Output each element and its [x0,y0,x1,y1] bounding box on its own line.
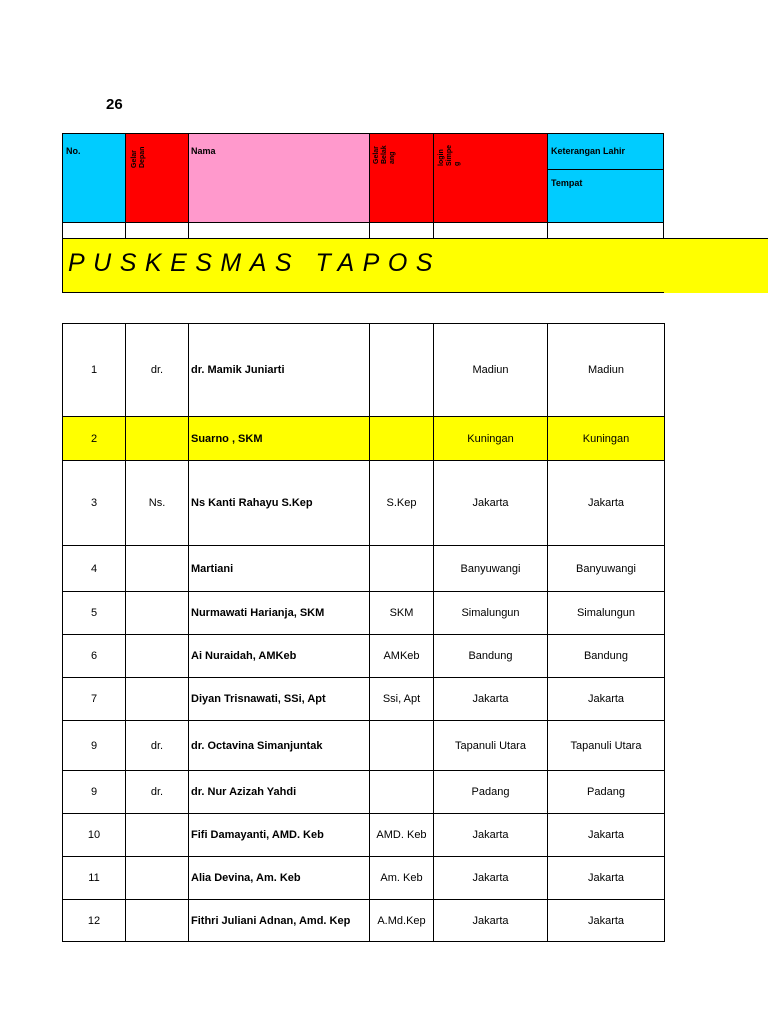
cell-gelar-belakang: AMD. Keb [370,814,434,857]
table-row [63,857,665,900]
cell-nama: Diyan Trisnawati, SSi, Apt [189,678,370,721]
cell-nama: dr. Octavina Simanjuntak [189,721,370,771]
cell-tempat: Tapanuli Utara [548,721,665,771]
cell-gelar-belakang [370,721,434,771]
header-tempat [547,169,664,223]
header-keterangan-lahir-label: Keterangan Lahir [551,146,626,156]
cell-gelar-belakang: A.Md.Kep [370,900,434,942]
table-row [63,461,665,546]
cell-no: 7 [63,678,126,721]
header-no [62,133,126,223]
header-gelar-belakang [369,133,434,223]
table-row [63,721,665,771]
table-row [63,417,665,461]
cell-gelar-belakang [370,771,434,814]
cell-login: Banyuwangi [434,546,548,592]
cell-login: Jakarta [434,857,548,900]
header-nama-label: Nama [191,146,216,156]
cell-gelar-belakang [370,546,434,592]
cell-nama: dr. Mamik Juniarti [189,324,370,417]
cell-gelar-depan: dr. [126,771,189,814]
cell-gelar-depan [126,814,189,857]
cell-login: Jakarta [434,461,548,546]
header-nama [188,133,370,223]
cell-login: Bandung [434,635,548,678]
cell-nama: Alia Devina, Am. Keb [189,857,370,900]
cell-no: 12 [63,900,126,942]
cell-gelar-depan [126,900,189,942]
header-keterangan-lahir [547,133,664,170]
cell-no: 1 [63,324,126,417]
header-spacer-2 [125,222,189,239]
cell-nama: Fifi Damayanti, AMD. Keb [189,814,370,857]
cell-nama: Ai Nuraidah, AMKeb [189,635,370,678]
cell-gelar-depan [126,546,189,592]
cell-no: 3 [63,461,126,546]
cell-login: Tapanuli Utara [434,721,548,771]
header-gelar-depan-label: Gelar Depan [131,146,146,168]
cell-tempat: Jakarta [548,857,665,900]
banner-title: PUSKESMAS TAPOS [68,249,441,277]
header-no-label: No. [66,146,81,156]
table-row [63,678,665,721]
header-spacer-5 [433,222,548,239]
cell-nama: Suarno , SKM [189,417,370,461]
table-row [63,814,665,857]
cell-no: 10 [63,814,126,857]
cell-login: Jakarta [434,814,548,857]
header-login-simpeg-label: login Simpe g [438,144,461,166]
cell-gelar-belakang: Ssi, Apt [370,678,434,721]
cell-gelar-belakang: AMKeb [370,635,434,678]
cell-nama: Ns Kanti Rahayu S.Kep [189,461,370,546]
table-row [63,592,665,635]
cell-tempat: Kuningan [548,417,665,461]
header-gelar-depan [125,133,189,223]
cell-login: Kuningan [434,417,548,461]
cell-gelar-depan: dr. [126,324,189,417]
page-number: 26 [106,96,123,113]
cell-no: 9 [63,721,126,771]
table-row [63,546,665,592]
cell-no: 2 [63,417,126,461]
staff-table-body [63,324,665,942]
cell-gelar-depan: dr. [126,721,189,771]
cell-gelar-belakang: Am. Keb [370,857,434,900]
cell-tempat: Banyuwangi [548,546,665,592]
header-spacer-4 [369,222,434,239]
cell-login: Simalungun [434,592,548,635]
header-gelar-belakang-label: Gelar Belak ang [373,145,396,164]
header-spacer-6 [547,222,664,239]
cell-gelar-depan: Ns. [126,461,189,546]
cell-login: Jakarta [434,678,548,721]
cell-login: Jakarta [434,900,548,942]
header-spacer-3 [188,222,370,239]
cell-gelar-belakang [370,417,434,461]
cell-gelar-belakang [370,324,434,417]
cell-gelar-depan [126,635,189,678]
header-tempat-label: Tempat [551,178,583,188]
cell-nama: Fithri Juliani Adnan, Amd. Kep [189,900,370,942]
cell-no: 11 [63,857,126,900]
cell-no: 9 [63,771,126,814]
cell-tempat: Jakarta [548,678,665,721]
cell-tempat: Jakarta [548,814,665,857]
cell-gelar-depan [126,592,189,635]
cell-tempat: Madiun [548,324,665,417]
table-row [63,635,665,678]
table-row [63,900,665,942]
cell-no: 4 [63,546,126,592]
cell-login: Padang [434,771,548,814]
staff-table [62,323,665,942]
cell-tempat: Bandung [548,635,665,678]
cell-tempat: Jakarta [548,461,665,546]
cell-no: 6 [63,635,126,678]
cell-gelar-belakang: S.Kep [370,461,434,546]
cell-gelar-belakang: SKM [370,592,434,635]
table-row [63,324,665,417]
cell-gelar-depan [126,678,189,721]
cell-nama: dr. Nur Azizah Yahdi [189,771,370,814]
cell-nama: Nurmawati Harianja, SKM [189,592,370,635]
cell-tempat: Simalungun [548,592,665,635]
banner-border [62,292,664,293]
cell-tempat: Jakarta [548,900,665,942]
cell-login: Madiun [434,324,548,417]
table-row [63,771,665,814]
cell-no: 5 [63,592,126,635]
header-login-simpeg [433,133,548,223]
cell-gelar-depan [126,857,189,900]
cell-tempat: Padang [548,771,665,814]
cell-nama: Martiani [189,546,370,592]
header-spacer-1 [62,222,126,239]
cell-gelar-depan [126,417,189,461]
